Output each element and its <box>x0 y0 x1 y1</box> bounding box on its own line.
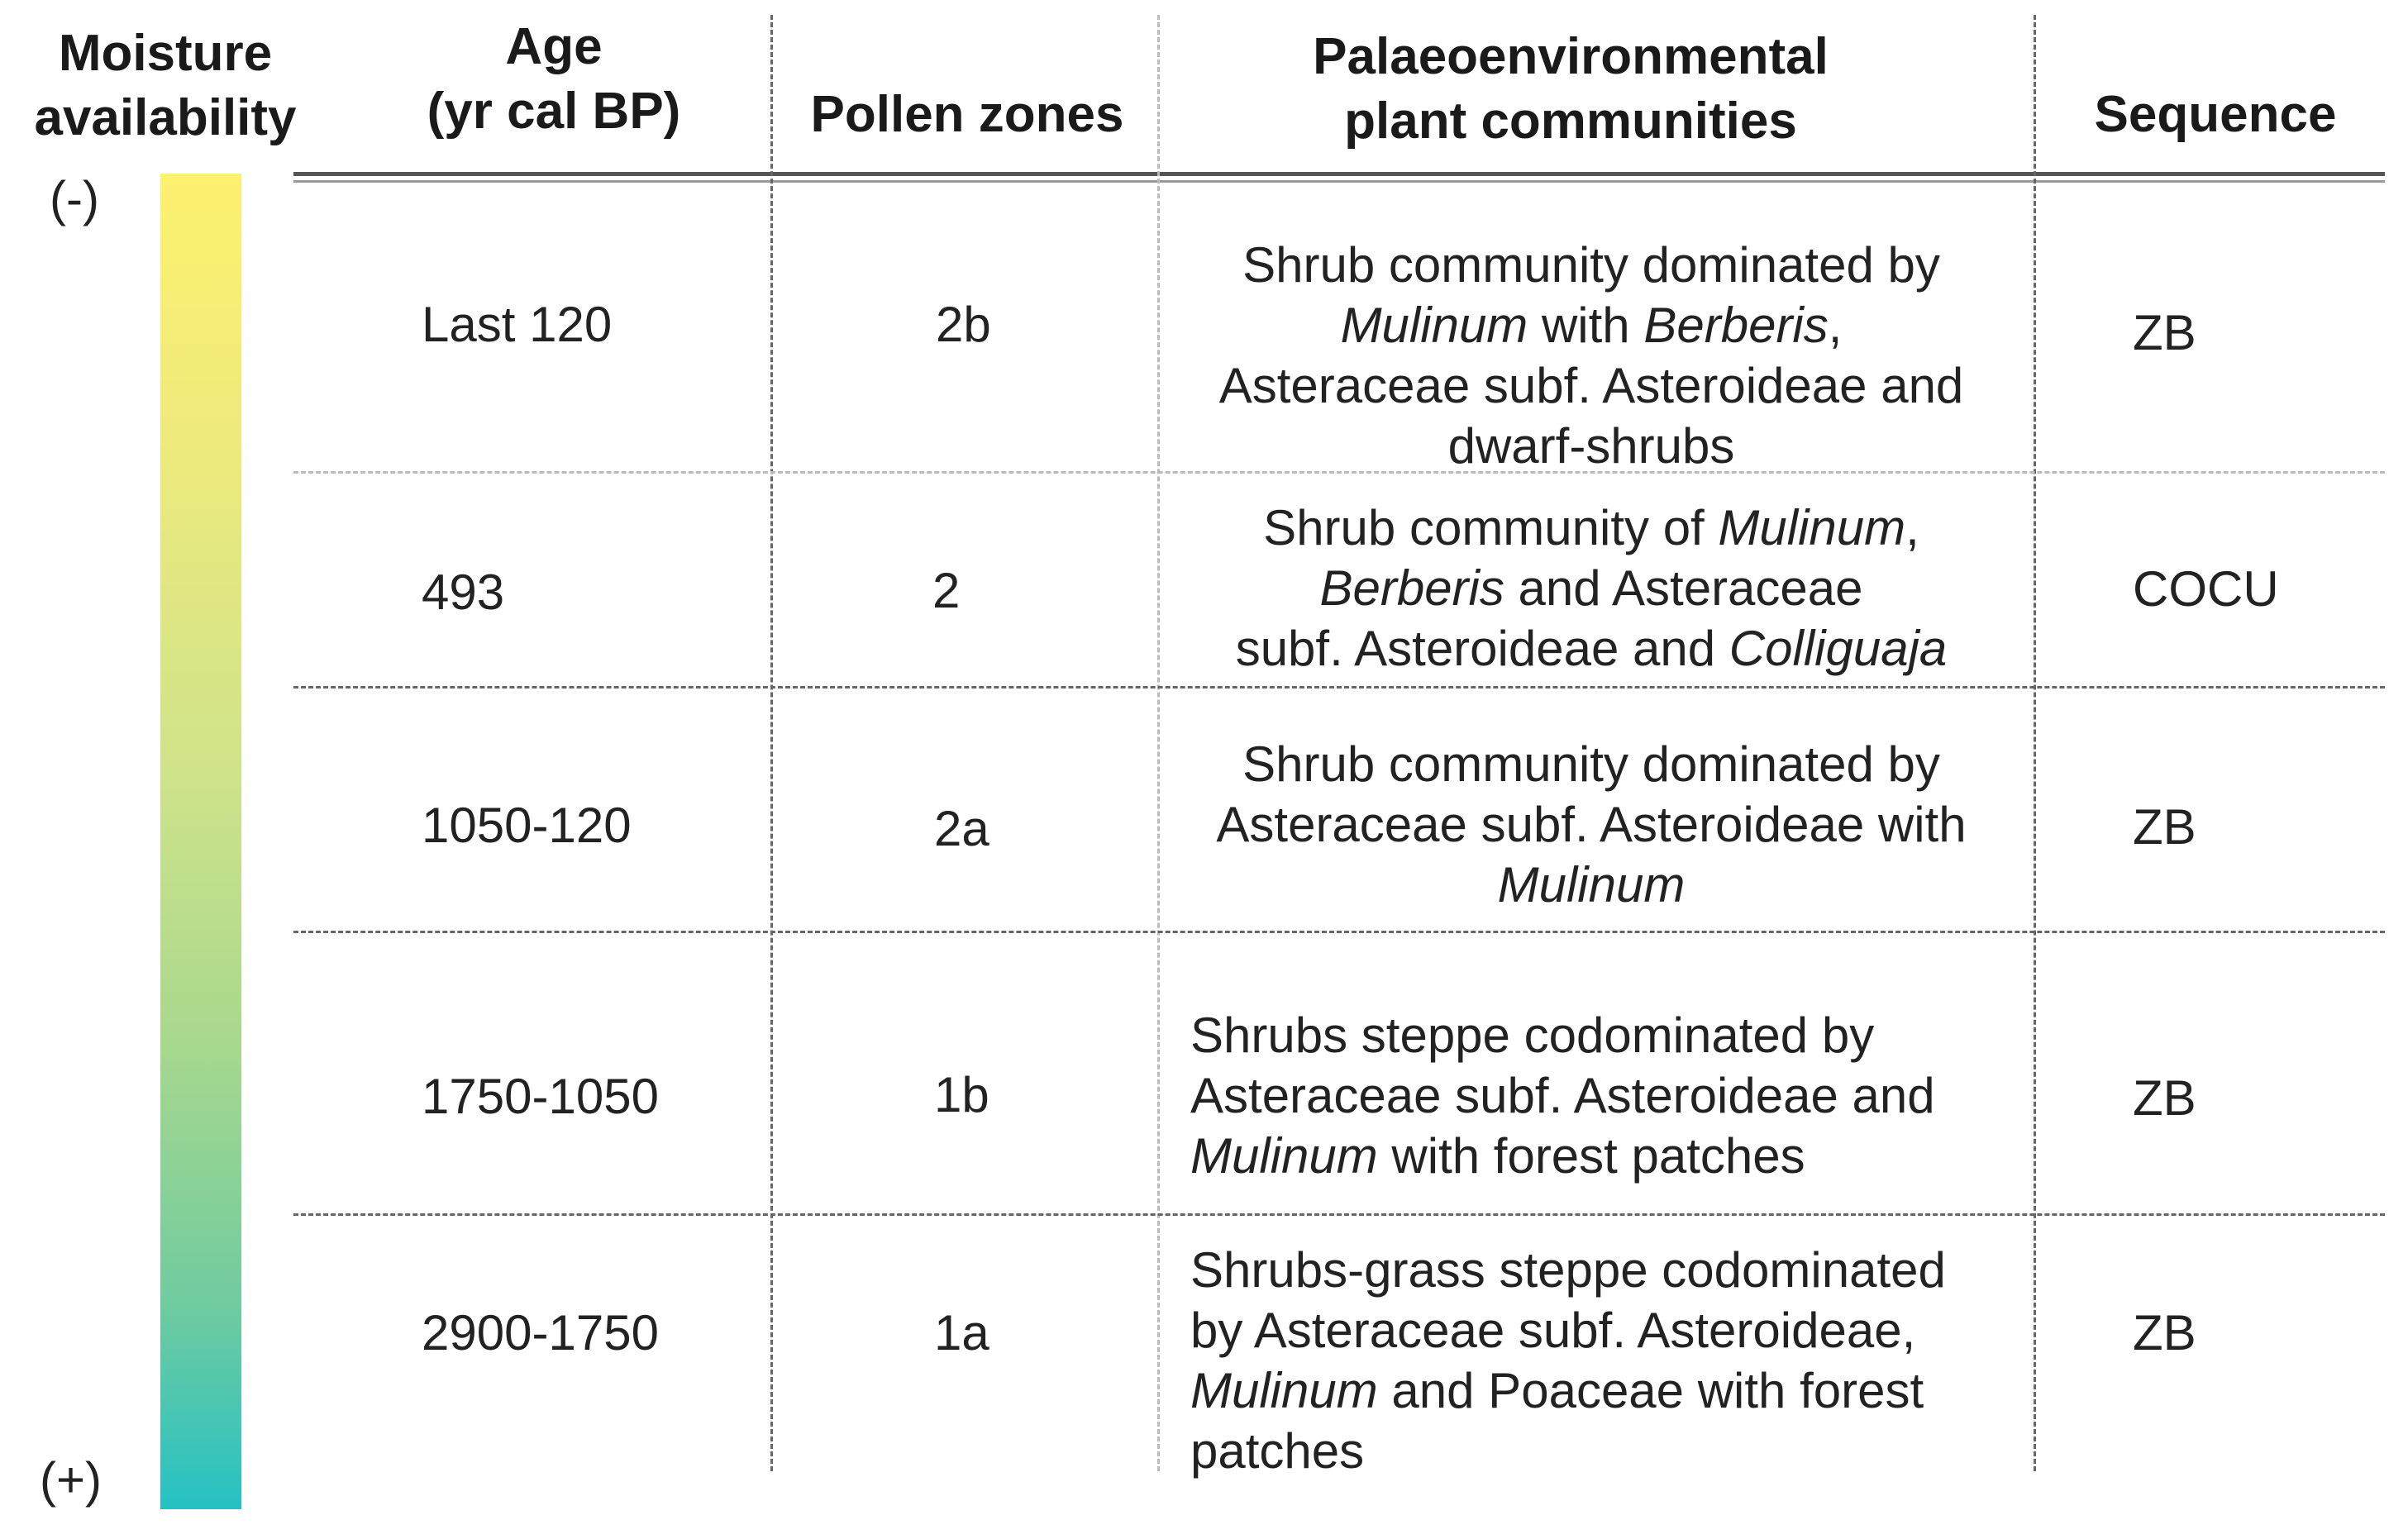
row-divider-3 <box>293 931 2385 933</box>
row1-zone: 2b <box>936 297 991 352</box>
header-age-line2: (yr cal BP) <box>427 83 681 140</box>
taxon-name: Colliguaja <box>1729 621 1948 676</box>
description-line <box>1166 355 2017 416</box>
description-line <box>1166 558 2017 618</box>
header-moisture-line1: Moisture <box>58 25 273 82</box>
description-text: , <box>1905 500 1919 555</box>
row3-sequence: ZB <box>2133 799 2196 855</box>
moisture-scale-high-label: (+) <box>40 1452 102 1508</box>
row2-sequence: COCU <box>2133 561 2279 617</box>
description-line <box>1166 416 2017 476</box>
description-line <box>1190 1300 2017 1360</box>
row4-zone: 1b <box>934 1067 989 1122</box>
row5-zone: 1a <box>934 1305 989 1360</box>
moisture-gradient-bar <box>160 174 241 1509</box>
row3-age: 1050-120 <box>422 798 632 853</box>
taxon-name: Berberis <box>1319 560 1504 616</box>
header-sequence: Sequence <box>2094 86 2337 143</box>
taxon-name: Mulinum <box>1497 857 1686 912</box>
row4-sequence: ZB <box>2133 1070 2196 1126</box>
header-moisture-line2: availability <box>34 89 297 146</box>
row-divider-4 <box>293 1213 2385 1216</box>
description-text: Asteraceae subf. Asteroideae and <box>1190 1068 1935 1123</box>
description-line <box>1166 734 2017 794</box>
description-line <box>1166 295 2017 355</box>
description-text: by Asteraceae subf. Asteroideae, <box>1190 1303 1916 1358</box>
description-line <box>1190 1360 2017 1421</box>
header-pollen-zones: Pollen zones <box>810 86 1124 143</box>
header-rule-bottom <box>293 180 2385 183</box>
description-text: Asteraceae subf. Asteroideae and <box>1218 358 1964 413</box>
header-age-line1: Age <box>505 18 603 75</box>
row1-age: Last 120 <box>422 297 613 352</box>
description-line <box>1190 1065 2017 1126</box>
description-text: with <box>1528 298 1644 353</box>
taxon-name: Mulinum <box>1340 298 1528 353</box>
description-text: Asteraceae subf. Asteroideae with <box>1216 797 1967 852</box>
description-text: patches <box>1190 1423 1365 1479</box>
description-text: , <box>1828 298 1843 353</box>
description-text: Shrub community of <box>1263 500 1719 555</box>
taxon-name: Berberis <box>1643 298 1829 353</box>
row2-age: 493 <box>422 565 505 620</box>
row-divider-2 <box>293 686 2385 688</box>
header-age <box>405 15 703 144</box>
taxon-name: Mulinum <box>1718 500 1906 555</box>
description-line <box>1166 618 2017 679</box>
description-text: Shrub community dominated by <box>1242 736 1940 792</box>
description-text: with forest patches <box>1377 1128 1805 1184</box>
col-divider-age-pollen <box>770 15 773 1471</box>
description-line <box>1166 235 2017 295</box>
row3-description <box>1166 734 2017 915</box>
row5-sequence: ZB <box>2133 1305 2196 1360</box>
taxon-name: Mulinum <box>1190 1128 1378 1184</box>
header-palaeoenvironmental <box>1207 25 1934 154</box>
description-line <box>1190 1240 2017 1300</box>
row4-description <box>1190 1005 2017 1186</box>
description-line <box>1190 1421 2017 1481</box>
row1-description <box>1166 235 2017 476</box>
description-text: Shrub community dominated by <box>1242 237 1940 293</box>
row1-sequence: ZB <box>2133 305 2196 360</box>
description-text: and Poaceae with forest <box>1377 1363 1924 1418</box>
description-text: subf. Asteroideae and <box>1235 621 1729 676</box>
description-text: Shrubs steppe codominated by <box>1190 1008 1875 1063</box>
col-divider-pollen-palaeo <box>1157 15 1160 1471</box>
description-line <box>1190 1126 2017 1186</box>
description-text: dwarf-shrubs <box>1447 418 1735 474</box>
description-line <box>1190 1005 2017 1065</box>
header-moisture <box>17 21 314 150</box>
description-text: Shrubs-grass steppe codominated <box>1190 1242 1946 1298</box>
header-rule-top <box>293 172 2385 176</box>
header-palaeo-line2: plant communities <box>1344 93 1797 150</box>
row2-description <box>1166 498 2017 679</box>
header-palaeo-line1: Palaeoenvironmental <box>1313 28 1829 85</box>
description-line <box>1166 498 2017 558</box>
col-divider-palaeo-sequence <box>2034 15 2036 1471</box>
description-line <box>1166 855 2017 915</box>
description-text: and Asteraceae <box>1504 560 1863 616</box>
description-line <box>1166 794 2017 855</box>
taxon-name: Mulinum <box>1190 1363 1378 1418</box>
row3-zone: 2a <box>934 801 989 856</box>
moisture-scale-low-label: (-) <box>50 171 99 226</box>
row2-zone: 2 <box>932 563 961 618</box>
row5-age: 2900-1750 <box>422 1305 659 1360</box>
row5-description <box>1190 1240 2017 1481</box>
row4-age: 1750-1050 <box>422 1069 659 1124</box>
